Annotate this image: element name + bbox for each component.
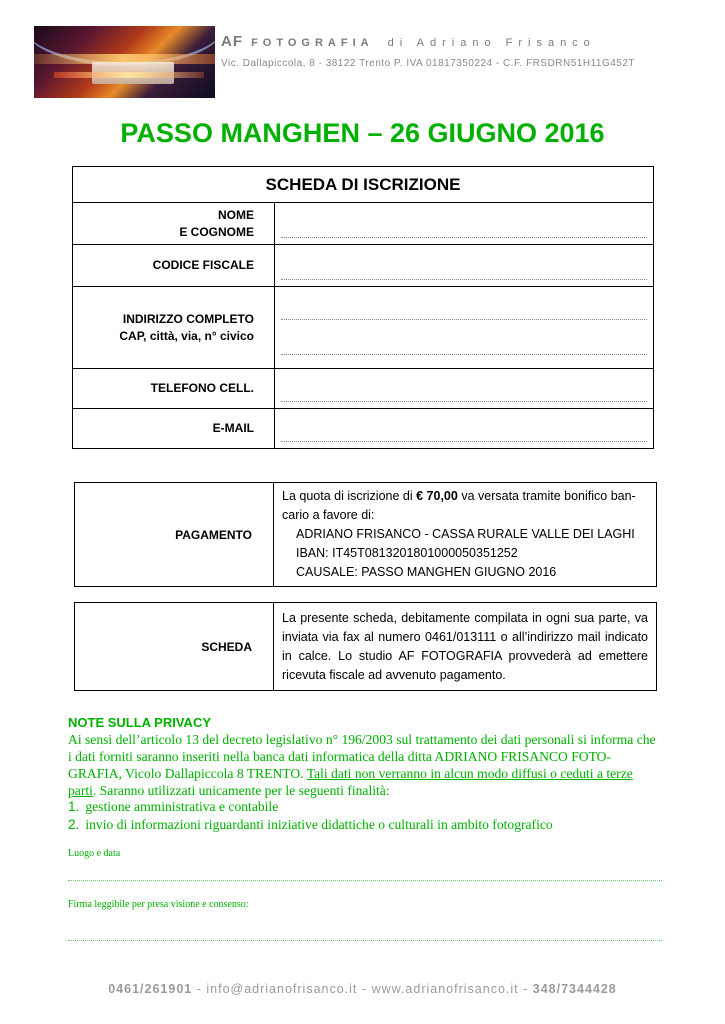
studio-address: Vic. Dallapiccola, 8 - 38122 Trento P. IVA 01817350224 - C.F. FRSDRN51H11G452T — [221, 58, 636, 69]
place-date-line[interactable] — [68, 880, 662, 881]
privacy-underlined: Tali dati non verranno in alcun modo diffusi o ceduti a terze parti — [68, 766, 633, 798]
privacy-body: Ai sensi dell’articolo 13 del decreto legislativo n° 196/2003 sul trattamento dei dati personali si informa che i dati forniti saranno inseriti nella banca dati informatica della ditta ADRIANO FRISANCO FOTO-GRAFIA, Vicolo Dallapiccola 8 TRENTO. Tali dati non verranno in alcun modo diffusi o ceduti a terze parti. Saranno utilizzati unicamente per le seguenti finalità: — [68, 732, 656, 798]
label-address: INDIRIZZO COMPLETO CAP, città, via, n° civico — [73, 287, 275, 369]
scheda-table — [74, 602, 657, 691]
payment-details: La quota di iscrizione di € 70,00 va versata tramite bonifico ban- cario a favore di: ADRIANO FRISANCO - CASSA RURALE VALLE DEI LAGHI IBAN: IT45T0813201801000050351252 CAUSALE: PASSO MANGHEN GIUGNO 2016 — [274, 483, 657, 587]
phone-field[interactable] — [275, 369, 654, 409]
address-field[interactable] — [275, 287, 654, 369]
privacy-item-1: 1. gestione amministrativa e contabile — [68, 799, 279, 814]
footer-website[interactable]: www.adrianofrisanco.it — [371, 982, 519, 996]
label-tax-code: CODICE FISCALE — [73, 245, 275, 287]
scheda-text: La presente scheda, debitamente compilata in ogni sua parte, va inviata via fax al numero 0461/013111 o all’indirizzo mail indicato in calce. Lo studio AF FOTOGRAFIA provvederà ad emettere ricevuta fiscale ad avvenuto pagamento. — [274, 603, 657, 691]
payment-iban: IBAN: IT45T0813201801000050351252 — [296, 546, 518, 560]
registration-form — [72, 166, 654, 449]
privacy-item-2: 2. invio di informazioni riguardanti iniziative didattiche o culturali in ambito fotografico — [68, 817, 553, 832]
footer-contacts: 0461/261901 - info@adrianofrisanco.it - www.adrianofrisanco.it - 348/7344428 — [108, 982, 617, 996]
footer-phone: 0461/261901 — [108, 982, 193, 996]
signature-line[interactable] — [68, 940, 662, 941]
label-phone: TELEFONO CELL. — [73, 369, 275, 409]
page-title: PASSO MANGHEN – 26 GIUGNO 2016 — [120, 118, 605, 148]
label-name: NOME E COGNOME — [73, 203, 275, 245]
name-field[interactable] — [275, 203, 654, 245]
place-date-label: Luogo e data — [68, 848, 121, 859]
tax-code-field[interactable] — [275, 245, 654, 287]
brand-af: AF — [221, 33, 243, 50]
payment-beneficiary: ADRIANO FRISANCO - CASSA RURALE VALLE DEI LAGHI — [296, 527, 635, 541]
payment-causale: CAUSALE: PASSO MANGHEN GIUGNO 2016 — [296, 565, 557, 579]
scheda-label: SCHEDA — [75, 603, 274, 691]
logo-photo — [34, 26, 215, 98]
payment-label: PAGAMENTO — [75, 483, 274, 587]
privacy-title: NOTE SULLA PRIVACY — [68, 715, 212, 730]
payment-table — [74, 482, 657, 587]
email-field[interactable] — [275, 409, 654, 449]
brand-owner: di Adriano Frisanco — [387, 37, 596, 49]
label-email: E-MAIL — [73, 409, 275, 449]
signature-label: Firma leggibile per presa visione e consenso: — [68, 899, 249, 910]
brand-fotografia: FOTOGRAFIA — [251, 37, 374, 49]
payment-amount: € 70,00 — [416, 489, 458, 503]
footer-mobile: 348/7344428 — [532, 982, 617, 996]
footer-email[interactable]: info@adrianofrisanco.it — [206, 982, 358, 996]
form-heading: SCHEDA DI ISCRIZIONE — [73, 167, 654, 203]
studio-name — [221, 33, 596, 50]
